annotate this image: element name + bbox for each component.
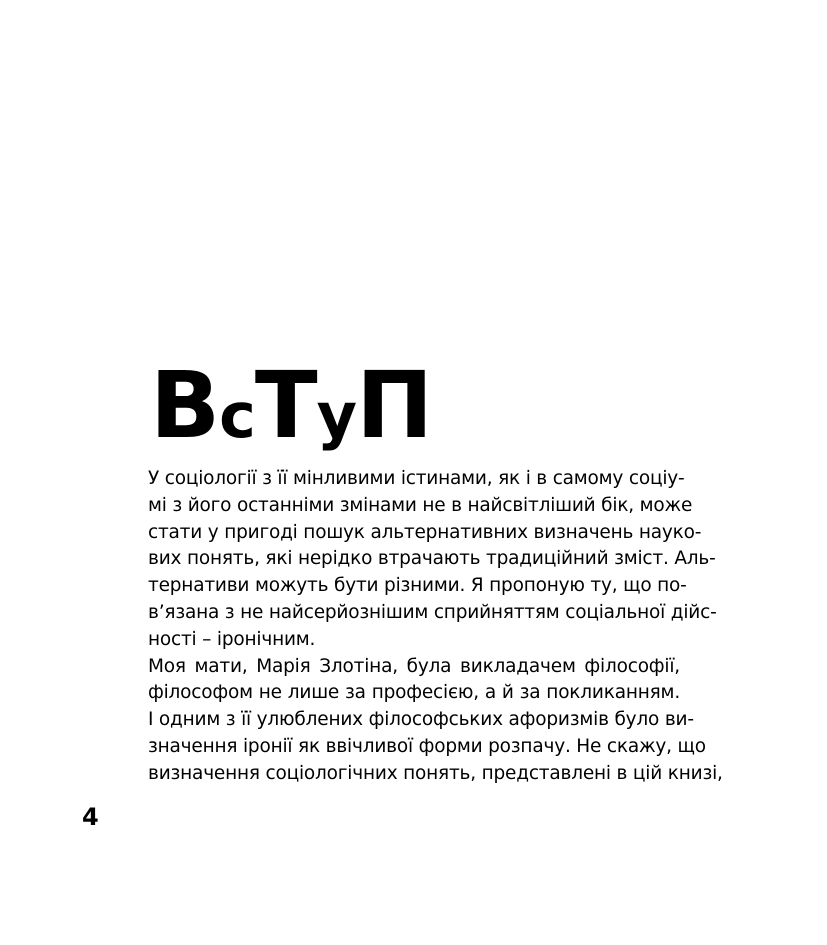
chapter-title-letter-3: Т — [254, 352, 317, 459]
body-paragraphs — [148, 466, 723, 788]
text-line: І одним з її улюблених філософських афоризмів було ви- — [148, 709, 694, 731]
text-line: в’язана з не найсерйознішим сприйняттям соціальної дійс- — [148, 601, 717, 623]
chapter-title-letter-1: В — [150, 352, 220, 459]
text-line: ності – іронічним. — [148, 628, 316, 650]
page-number: 4 — [82, 803, 99, 831]
text-line: визначення соціологічних понять, представлені в цій книзі, — [148, 762, 723, 784]
text-line: стати у пригоді пошук альтернативних визначень науко- — [148, 521, 702, 543]
text-line: мі з його останніми змінами не в найсвітліший бік, може — [148, 494, 693, 516]
text-line: тернативи можуть бути різними. Я пропоную ту, що по- — [148, 575, 687, 597]
text-line: філософом не лише за професією, а й за покликанням. — [148, 682, 680, 704]
chapter-title-letter-2: с — [219, 379, 255, 452]
chapter-title-letter-4: у — [316, 379, 357, 452]
chapter-title — [150, 352, 433, 459]
chapter-title-letter-5: П — [356, 352, 433, 459]
text-line: вих понять, які нерідко втрачають традиційний зміст. Аль- — [148, 548, 716, 570]
text-line: значення іронії як ввічливої форми розпачу. Не скажу, що — [148, 735, 706, 757]
text-line: Моя мати, Марія Злотіна, була викладачем філософії, — [148, 655, 680, 677]
text-line: У соціології з її мінливими істинами, як і в самому соціу- — [148, 468, 685, 489]
